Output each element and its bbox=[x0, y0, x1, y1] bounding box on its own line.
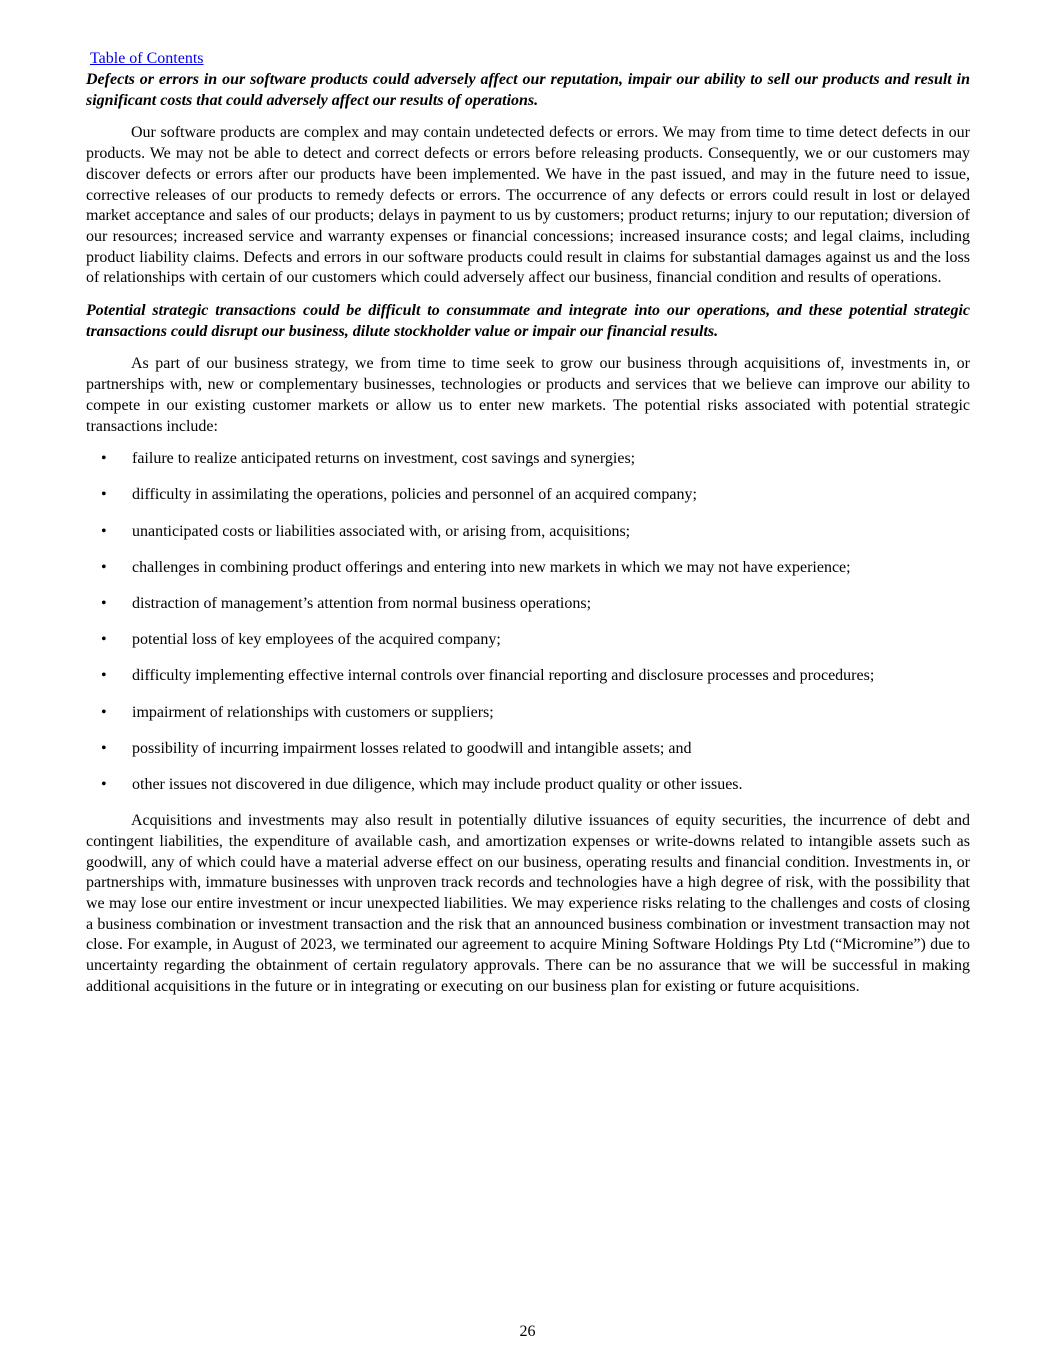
strategic-risk-heading: Potential strategic transactions could be difficult to consummate and integrate into our operations, and these potential strategic transactions could disrupt our business, dilute stockholder value or impair our financial results. bbox=[86, 302, 970, 340]
bullet-icon: • bbox=[101, 667, 107, 685]
bullet-icon: • bbox=[101, 522, 107, 540]
list-item-text: possibility of incurring impairment losses related to goodwill and intangible assets; and bbox=[132, 739, 692, 757]
list-item-text: challenges in combining product offerings and entering into new markets in which we may not have experience; bbox=[132, 558, 851, 576]
bullet-icon: • bbox=[101, 558, 107, 576]
list-item-text: distraction of management’s attention from normal business operations; bbox=[132, 595, 592, 612]
list-item bbox=[86, 775, 970, 811]
bullet-icon: • bbox=[101, 450, 107, 468]
bullet-icon: • bbox=[101, 703, 107, 721]
list-item-text: impairment of relationships with customers or suppliers; bbox=[132, 703, 494, 721]
list-item bbox=[86, 558, 970, 594]
bullet-icon: • bbox=[101, 739, 107, 757]
list-item-text: potential loss of key employees of the acquired company; bbox=[132, 631, 501, 649]
list-item-text: other issues not discovered in due diligence, which may include product quality or other issues. bbox=[132, 775, 743, 793]
page-number: 26 bbox=[519, 1323, 536, 1340]
list-item-text: failure to realize anticipated returns on investment, cost savings and synergies; bbox=[132, 450, 636, 468]
list-item bbox=[86, 703, 970, 739]
bullet-icon: • bbox=[101, 631, 107, 649]
table-of-contents-link[interactable]: Table of Contents bbox=[90, 50, 204, 67]
bullet-icon: • bbox=[101, 595, 107, 612]
list-item bbox=[86, 739, 970, 775]
bullet-icon: • bbox=[101, 775, 107, 793]
strategic-risk-list bbox=[86, 449, 970, 811]
bullet-icon: • bbox=[101, 486, 107, 504]
document-page bbox=[86, 48, 970, 1009]
list-item-text: difficulty implementing effective internal controls over financial reporting and disclosure processes and procedures; bbox=[132, 667, 875, 685]
list-item bbox=[86, 485, 970, 521]
list-item bbox=[86, 522, 970, 558]
defects-risk-heading: Defects or errors in our software products could adversely affect our reputation, impair our ability to sell our products and result in significant costs that could adversely affect our results of operations. bbox=[86, 71, 970, 109]
list-item bbox=[86, 630, 970, 666]
strategic-risk-closing-paragraph: Acquisitions and investments may also result in potentially dilutive issuances of equity securities, the incurrence of debt and contingent liabilities, the expenditure of available cash, and amortization expenses or write-downs related to intangible assets such as goodwill, any of which could have a material adverse effect on our business, operating results and financial condition. Investments in, or partnerships with, immature businesses with unproven track records and technologies have a high degree of risk, with the possibility that we may lose our entire investment or incur unexpected liabilities. We may experience risks relating to the challenges and costs of closing a business combination or investment transaction and the risk that an announced business combination or investment transaction may not close. For example, in August of 2023, we terminated our agreement to acquire Mining Software Holdings Pty Ltd (“Micromine”) due to uncertainty regarding the obtainment of certain regulatory approvals. There can be no assurance that we will be successful in making additional acquisitions in the future or in integrating or executing on our business plan for existing or future acquisitions. bbox=[86, 812, 970, 995]
list-item-text: difficulty in assimilating the operations, policies and personnel of an acquired company; bbox=[132, 486, 697, 504]
defects-risk-paragraph: Our software products are complex and may contain undetected defects or errors. We may from time to time detect defects in our products. We may not be able to detect and correct defects or errors before releasing products. Consequently, we or our customers may discover defects or errors after our products have been implemented. We have in the past issued, and may in the future need to issue, corrective releases of our products to remedy defects or errors. The occurrence of any defects or errors could result in lost or delayed market acceptance and sales of our products; delays in payment to us by customers; product returns; injury to our reputation; diversion of our resources; increased service and warranty expenses or financial concessions; increased insurance costs; and legal claims, including product liability claims. Defects and errors in our software products could result in claims for substantial damages against us and the loss of relationships with certain of our customers which could adversely affect our business, financial condition and results of operations. bbox=[86, 124, 970, 287]
list-item bbox=[86, 594, 970, 630]
list-item bbox=[86, 666, 970, 702]
strategic-risk-intro: As part of our business strategy, we from time to time seek to grow our business through acquisitions of, investments in, or partnerships with, new or complementary businesses, technologies or products and services that we believe can improve our ability to compete in our existing customer markets or allow us to enter new markets. The potential risks associated with potential strategic transactions include: bbox=[86, 355, 970, 435]
list-item bbox=[86, 449, 970, 485]
list-item-text: unanticipated costs or liabilities associated with, or arising from, acquisitions; bbox=[132, 522, 631, 540]
